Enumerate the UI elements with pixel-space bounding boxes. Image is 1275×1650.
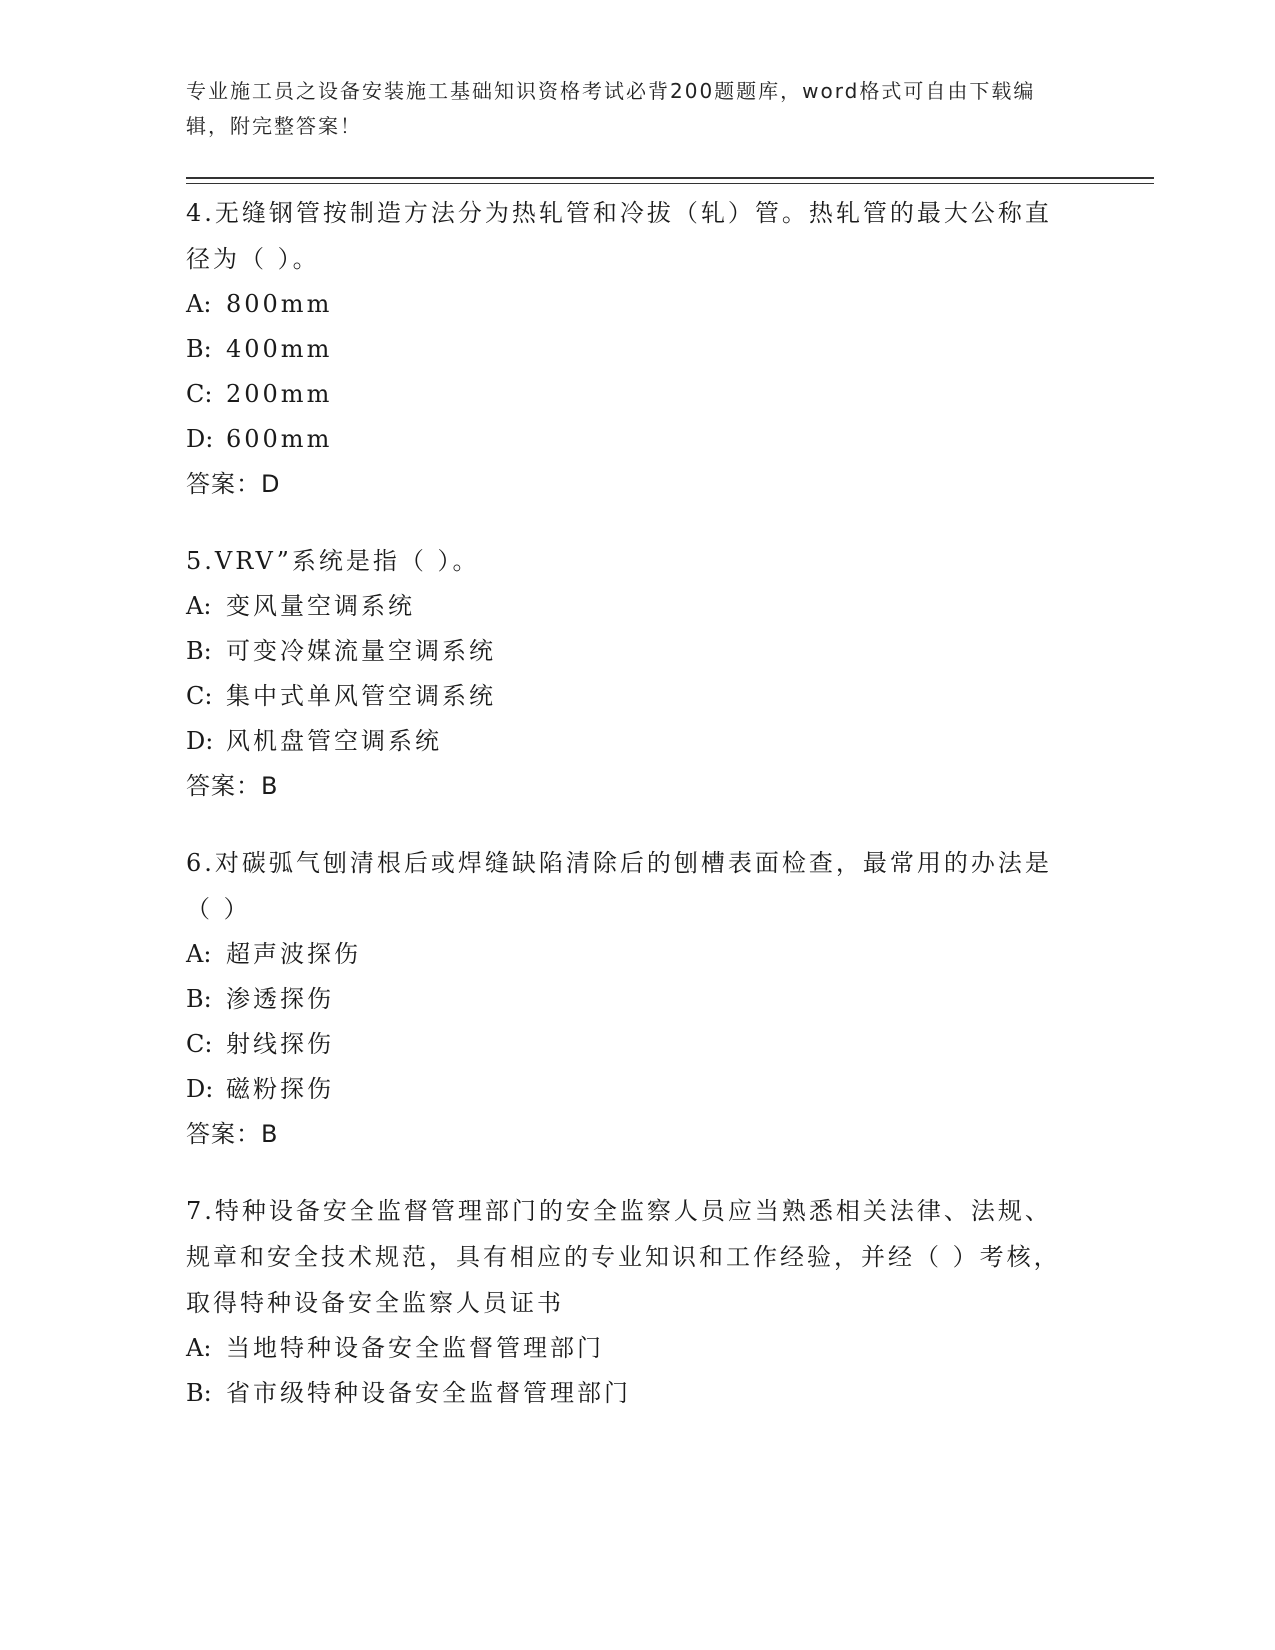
- question-stem: 4.无缝钢管按制造方法分为热轧管和冷拔（轧）管。热轧管的最大公称直径为（ ）。: [186, 199, 1052, 273]
- option-text: 600mm: [226, 425, 333, 453]
- header-rule-thin: [186, 183, 1154, 184]
- option-letter: B:: [186, 637, 212, 665]
- option-text: 集中式单风管空调系统: [226, 682, 496, 710]
- option-letter: D:: [186, 727, 214, 755]
- question-5: [186, 538, 1066, 808]
- option-b: [186, 327, 1066, 372]
- option-text: 超声波探伤: [226, 940, 361, 968]
- option-a: [186, 282, 1066, 327]
- option-letter: C:: [186, 682, 213, 710]
- option-text: 磁粉探伤: [226, 1075, 334, 1103]
- option-a: [186, 584, 1066, 629]
- option-c: [186, 372, 1066, 417]
- option-d: [186, 719, 1066, 764]
- option-letter: A:: [186, 940, 212, 968]
- option-text: 风机盘管空调系统: [226, 727, 442, 755]
- option-text: 渗透探伤: [226, 985, 334, 1013]
- option-letter: B:: [186, 1379, 212, 1407]
- option-text: 200mm: [226, 380, 333, 408]
- question-6: [186, 840, 1066, 1156]
- question-stem: 6.对碳弧气刨清根后或焊缝缺陷清除后的刨槽表面检查，最常用的办法是（ ）: [186, 849, 1052, 923]
- option-letter: A:: [186, 290, 212, 318]
- option-a: [186, 932, 1066, 977]
- option-text: 可变冷媒流量空调系统: [226, 637, 496, 665]
- question-list: [186, 190, 1066, 1448]
- option-letter: C:: [186, 1030, 213, 1058]
- option-text: 当地特种设备安全监督管理部门: [226, 1334, 604, 1362]
- answer-line: 答案：D: [186, 470, 281, 498]
- document-header: 专业施工员之设备安装施工基础知识资格考试必背200题题库，word格式可自由下载编辑，附完整答案！: [186, 79, 1036, 138]
- answer-line: 答案：B: [186, 772, 279, 800]
- option-a: [186, 1326, 1066, 1371]
- option-text: 省市级特种设备安全监督管理部门: [226, 1379, 631, 1407]
- question-stem: 5.VRV”系统是指（ ）。: [186, 547, 480, 575]
- header-rule-thick: [186, 177, 1154, 179]
- option-text: 400mm: [226, 335, 333, 363]
- option-text: 变风量空调系统: [226, 592, 415, 620]
- option-text: 800mm: [226, 290, 333, 318]
- option-c: [186, 1022, 1066, 1067]
- option-c: [186, 674, 1066, 719]
- option-b: [186, 977, 1066, 1022]
- question-stem: 7.特种设备安全监督管理部门的安全监察人员应当熟悉相关法律、法规、规章和安全技术规范，具有相应的专业知识和工作经验，并经（ ）考核，取得特种设备安全监察人员证书: [186, 1197, 1061, 1317]
- option-letter: D:: [186, 425, 214, 453]
- answer-line: 答案：B: [186, 1120, 279, 1148]
- option-b: [186, 1371, 1066, 1416]
- option-text: 射线探伤: [226, 1030, 334, 1058]
- option-letter: A:: [186, 592, 212, 620]
- option-letter: B:: [186, 335, 212, 363]
- option-b: [186, 629, 1066, 674]
- option-d: [186, 1067, 1066, 1112]
- option-letter: A:: [186, 1334, 212, 1362]
- option-letter: B:: [186, 985, 212, 1013]
- option-d: [186, 417, 1066, 462]
- question-7: [186, 1188, 1066, 1416]
- question-4: [186, 190, 1066, 506]
- option-letter: D:: [186, 1075, 214, 1103]
- option-letter: C:: [186, 380, 213, 408]
